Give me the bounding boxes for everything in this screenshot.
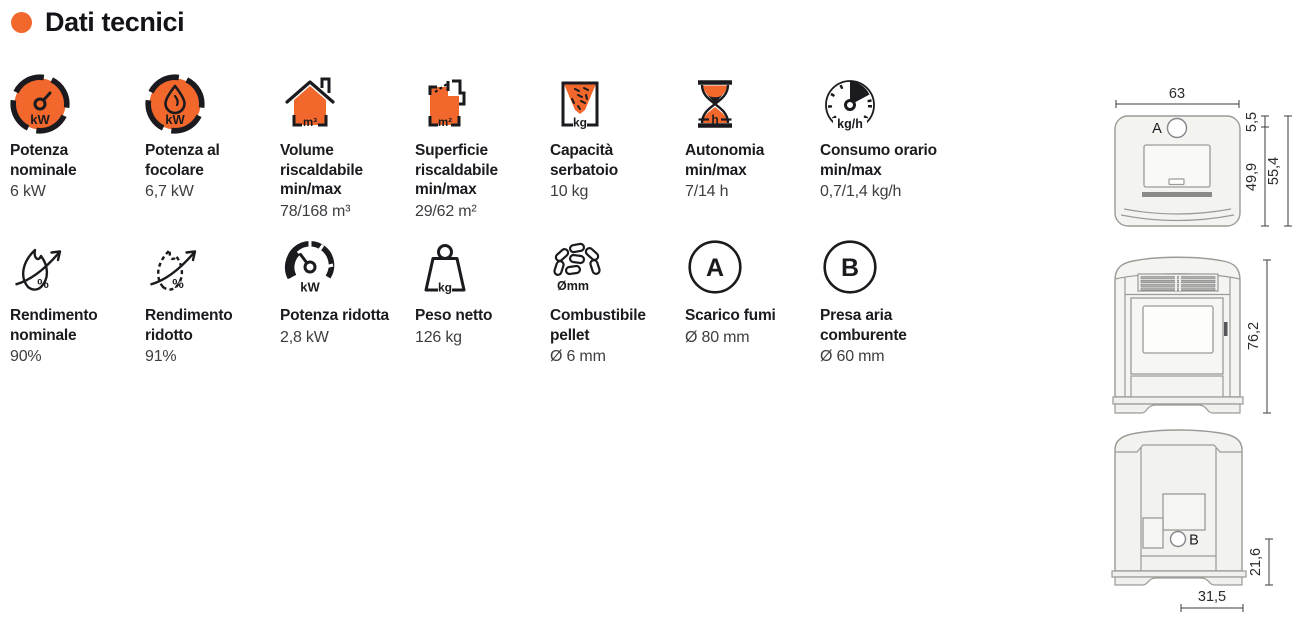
flue-label: A: [1152, 121, 1162, 137]
spec-value: 78/168 m³: [280, 202, 351, 220]
spec-label: Consumo orario min/max: [820, 142, 937, 179]
floorplan-area-icon: [415, 74, 475, 134]
front-view-drawing: [1086, 246, 1296, 426]
door-handle: [1224, 322, 1228, 336]
spec-value: 29/62 m²: [415, 202, 477, 220]
flue-offset-dim: 5,5: [1244, 111, 1260, 133]
stove-base: [1115, 404, 1240, 413]
svg-text:%: %: [172, 276, 184, 291]
spec-value: 90%: [10, 348, 42, 365]
rear-panel-large: [1163, 494, 1205, 530]
spec-value: Ø 6 mm: [550, 348, 606, 365]
pellets-icon: [550, 239, 610, 299]
spec-item-autonomia: [685, 74, 815, 239]
spec-label: Potenza al focolare: [145, 142, 220, 179]
hinge-bar: [1142, 192, 1212, 197]
svg-text:kW: kW: [300, 279, 320, 295]
svg-text:kW: kW: [165, 112, 185, 127]
spec-item-superficie-riscaldabile: [415, 74, 545, 239]
pellet-hopper-icon: [550, 74, 610, 134]
rear-view-drawing: [1086, 426, 1296, 618]
svg-text:Ømm: Ømm: [557, 279, 589, 293]
spec-label: Potenza ridotta: [280, 307, 389, 324]
section-bullet-icon: [11, 12, 32, 33]
house-volume-icon: [280, 74, 340, 134]
consumption-gauge-icon: [820, 74, 880, 134]
air-inlet-label: B: [1189, 532, 1199, 549]
air-inlet-height-dim: 21,6: [1248, 547, 1264, 577]
spec-item-combustibile-pellet: [550, 239, 680, 404]
spec-item-volume-riscaldabile: [280, 74, 410, 239]
spec-item-scarico-fumi: [685, 239, 815, 404]
svg-text:A: A: [705, 254, 725, 282]
spec-value: 6 kW: [10, 183, 46, 200]
spec-item-consumo-orario: [820, 74, 950, 239]
lid-handle: [1169, 179, 1184, 185]
spec-label: Presa aria comburente: [820, 307, 907, 344]
spec-item-potenza-nominale: [10, 74, 140, 239]
svg-text:kg: kg: [437, 280, 453, 295]
spec-label: Rendimento nominale: [10, 307, 98, 344]
spec-item-potenza-ridotta: [280, 239, 410, 404]
air-inlet: [1171, 532, 1186, 547]
hourglass-icon: [685, 74, 745, 134]
spec-value: 0,7/1,4 kg/h: [820, 183, 902, 200]
spec-value: 2,8 kW: [280, 328, 329, 346]
svg-text:kg: kg: [572, 115, 588, 130]
spec-value: 7/14 h: [685, 183, 729, 200]
spec-label: Capacità serbatoio: [550, 142, 618, 179]
spec-value: 91%: [145, 348, 177, 365]
spec-item-rendimento-ridotto: [145, 239, 275, 404]
spec-value: 6,7 kW: [145, 183, 194, 200]
spec-label: Scarico fumi: [685, 307, 776, 324]
total-depth-dim: 55,4: [1266, 156, 1282, 186]
svg-text:h: h: [711, 112, 719, 127]
spec-label: Combustibile pellet: [550, 307, 646, 344]
svg-text:%: %: [37, 276, 49, 291]
svg-text:m³: m³: [302, 117, 318, 129]
spec-item-rendimento-nominale: [10, 239, 140, 404]
rear-panel-small: [1143, 518, 1163, 548]
page-title: Dati tecnici: [45, 7, 185, 37]
body-depth-dim: 49,9: [1244, 162, 1260, 192]
top-view-drawing: [1086, 84, 1296, 236]
stove-base-rear: [1115, 577, 1242, 585]
spec-value: 10 kg: [550, 183, 589, 200]
svg-text:kg/h: kg/h: [837, 117, 863, 131]
spec-label: Potenza nominale: [10, 142, 77, 179]
spec-label: Autonomia min/max: [685, 142, 765, 179]
gauge-flame-icon: [145, 74, 205, 134]
reduced-power-gauge-icon: [280, 239, 340, 299]
base-width-dim: 31,5: [1197, 589, 1227, 605]
spec-item-peso-netto: [415, 239, 545, 404]
svg-text:B: B: [840, 254, 860, 282]
lower-panel: [1131, 376, 1223, 397]
spec-value: 126 kg: [415, 328, 462, 346]
efficiency-flame-dashed-icon: [145, 239, 205, 299]
spec-label: Volume riscaldabile min/max: [280, 142, 363, 198]
spec-label: Rendimento ridotto: [145, 307, 233, 344]
svg-text:m²: m²: [437, 117, 453, 129]
spec-label: Peso netto: [415, 307, 493, 324]
efficiency-flame-icon: [10, 239, 70, 299]
spec-grid: [10, 74, 955, 404]
spec-item-presa-aria-comburente: [820, 239, 950, 404]
section-header: [11, 7, 184, 38]
svg-text:kW: kW: [30, 112, 50, 127]
flue-outlet: [1168, 119, 1187, 138]
top-view-width-dim: 63: [1168, 86, 1186, 102]
spec-value: Ø 60 mm: [820, 348, 885, 365]
door-window: [1143, 306, 1213, 353]
circle-letter-icon: [685, 239, 745, 299]
spec-label: Superficie riscaldabile min/max: [415, 142, 498, 198]
circle-letter-icon: [820, 239, 880, 299]
spec-value: Ø 80 mm: [685, 328, 750, 346]
gauge-needle-icon: [10, 74, 70, 134]
weight-icon: [415, 239, 475, 299]
spec-item-capacita-serbatoio: [550, 74, 680, 239]
height-dim: 76,2: [1246, 321, 1262, 351]
spec-item-potenza-al-focolare: [145, 74, 275, 239]
